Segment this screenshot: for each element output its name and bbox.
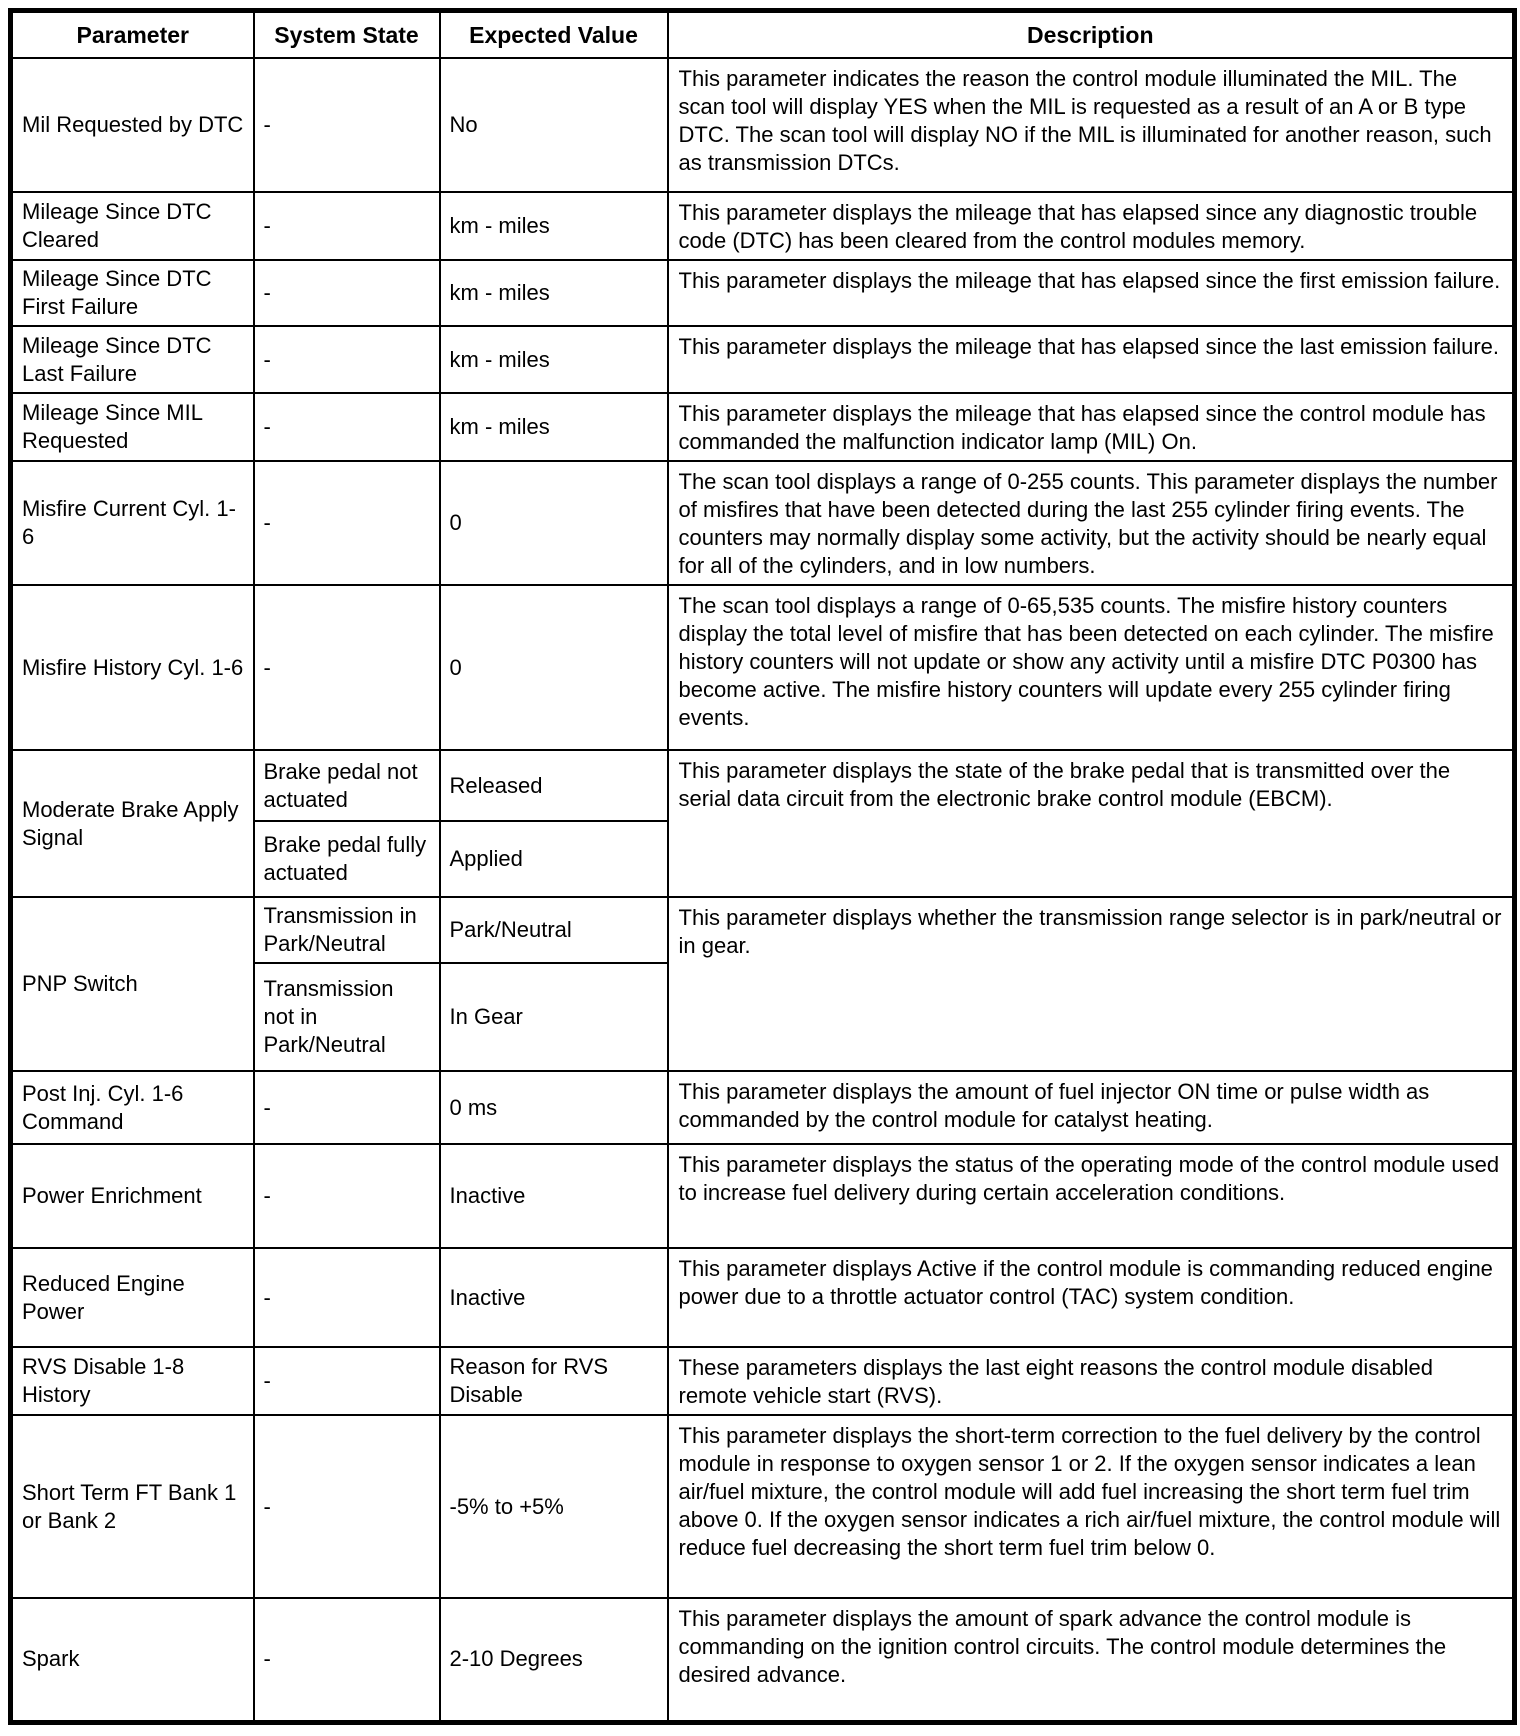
description-cell: This parameter displays whether the transmission range selector is in park/neutral or in gear. <box>668 897 1515 1071</box>
expected-value-cell: No <box>440 58 668 192</box>
table-body <box>11 58 1515 1722</box>
expected-value-cell: km - miles <box>440 260 668 326</box>
expected-value-cell: In Gear <box>440 963 668 1071</box>
expected-value-cell: Inactive <box>440 1144 668 1248</box>
description-cell: This parameter displays the status of the operating mode of the control module used to increase fuel delivery during certain acceleration conditions. <box>668 1144 1515 1248</box>
system-state-cell: - <box>254 1347 440 1415</box>
parameters-table <box>8 8 1517 1725</box>
system-state-cell: - <box>254 1248 440 1347</box>
table-row <box>11 461 1515 585</box>
parameter-cell: Misfire Current Cyl. 1-6 <box>11 461 254 585</box>
system-state-cell: - <box>254 1415 440 1598</box>
parameter-cell: Mil Requested by DTC <box>11 58 254 192</box>
system-state-cell: - <box>254 260 440 326</box>
description-cell: This parameter displays Active if the control module is commanding reduced engine power due to a throttle actuator control (TAC) system condition. <box>668 1248 1515 1347</box>
parameter-cell: Mileage Since DTC Cleared <box>11 192 254 260</box>
expected-value-cell: km - miles <box>440 393 668 461</box>
description-cell: The scan tool displays a range of 0-255 counts. This parameter displays the number of misfires that have been detected during the last 255 cylinder firing events. The counters may normally display some activity, but the activity should be nearly equal for all of the cylinders, and in low numbers. <box>668 461 1515 585</box>
expected-value-cell: 0 ms <box>440 1071 668 1144</box>
expected-value-cell: Reason for RVS Disable <box>440 1347 668 1415</box>
expected-value-cell: 2-10 Degrees <box>440 1598 668 1722</box>
system-state-cell: - <box>254 1144 440 1248</box>
parameter-cell: Mileage Since DTC First Failure <box>11 260 254 326</box>
parameter-cell: Post Inj. Cyl. 1-6 Command <box>11 1071 254 1144</box>
parameter-cell: Power Enrichment <box>11 1144 254 1248</box>
expected-value-cell: 0 <box>440 461 668 585</box>
column-header-system-state: System State <box>254 11 440 59</box>
description-cell: This parameter displays the mileage that has elapsed since the control module has commanded the malfunction indicator lamp (MIL) On. <box>668 393 1515 461</box>
description-cell: This parameter displays the state of the brake pedal that is transmitted over the serial data circuit from the electronic brake control module (EBCM). <box>668 750 1515 897</box>
system-state-cell: - <box>254 585 440 750</box>
system-state-cell: Brake pedal fully actuated <box>254 821 440 897</box>
expected-value-cell: Park/Neutral <box>440 897 668 963</box>
header-row <box>11 11 1515 59</box>
table-row <box>11 750 1515 821</box>
column-header-expected-value: Expected Value <box>440 11 668 59</box>
table-row <box>11 326 1515 393</box>
system-state-cell: Transmission not in Park/Neutral <box>254 963 440 1071</box>
expected-value-cell: -5% to +5% <box>440 1415 668 1598</box>
description-cell: This parameter indicates the reason the control module illuminated the MIL. The scan tool will display YES when the MIL is requested as a result of an A or B type DTC. The scan tool will display NO if the MIL is illuminated for another reason, such as transmission DTCs. <box>668 58 1515 192</box>
description-cell: The scan tool displays a range of 0-65,535 counts. The misfire history counters display the total level of misfire that has been detected on each cylinder. The misfire history counters will not update or show any activity until a misfire DTC P0300 has become active. The misfire history counters will update every 255 cylinder firing events. <box>668 585 1515 750</box>
table-row <box>11 1071 1515 1144</box>
expected-value-cell: 0 <box>440 585 668 750</box>
expected-value-cell: km - miles <box>440 192 668 260</box>
table-row <box>11 393 1515 461</box>
system-state-cell: - <box>254 393 440 461</box>
description-cell: This parameter displays the mileage that has elapsed since the first emission failure. <box>668 260 1515 326</box>
table-row <box>11 897 1515 963</box>
parameter-cell: PNP Switch <box>11 897 254 1071</box>
table-row <box>11 585 1515 750</box>
expected-value-cell: km - miles <box>440 326 668 393</box>
system-state-cell: - <box>254 1071 440 1144</box>
system-state-cell: Transmission in Park/Neutral <box>254 897 440 963</box>
parameter-cell: Short Term FT Bank 1 or Bank 2 <box>11 1415 254 1598</box>
parameter-cell: Misfire History Cyl. 1-6 <box>11 585 254 750</box>
parameter-cell: Moderate Brake Apply Signal <box>11 750 254 897</box>
parameter-cell: RVS Disable 1-8 History <box>11 1347 254 1415</box>
system-state-cell: - <box>254 58 440 192</box>
description-cell: This parameter displays the short-term correction to the fuel delivery by the control module in response to oxygen sensor 1 or 2. If the oxygen sensor indicates a lean air/fuel mixture, the control module will add fuel increasing the short term fuel trim above 0. If the oxygen sensor indicates a rich air/fuel mixture, the control module will reduce fuel decreasing the short term fuel trim below 0. <box>668 1415 1515 1598</box>
system-state-cell: Brake pedal not actuated <box>254 750 440 821</box>
table-row <box>11 1415 1515 1598</box>
table-header <box>11 11 1515 59</box>
parameter-cell: Mileage Since DTC Last Failure <box>11 326 254 393</box>
parameter-cell: Spark <box>11 1598 254 1722</box>
system-state-cell: - <box>254 192 440 260</box>
column-header-parameter: Parameter <box>11 11 254 59</box>
parameter-cell: Mileage Since MIL Requested <box>11 393 254 461</box>
system-state-cell: - <box>254 1598 440 1722</box>
column-header-description: Description <box>668 11 1515 59</box>
description-cell: This parameter displays the mileage that has elapsed since any diagnostic trouble code (DTC) has been cleared from the control modules memory. <box>668 192 1515 260</box>
table-row <box>11 1144 1515 1248</box>
description-cell: This parameter displays the mileage that has elapsed since the last emission failure. <box>668 326 1515 393</box>
table-row <box>11 1347 1515 1415</box>
expected-value-cell: Applied <box>440 821 668 897</box>
description-cell: This parameter displays the amount of fuel injector ON time or pulse width as commanded by the control module for catalyst heating. <box>668 1071 1515 1144</box>
expected-value-cell: Released <box>440 750 668 821</box>
table-row <box>11 192 1515 260</box>
parameter-cell: Reduced Engine Power <box>11 1248 254 1347</box>
system-state-cell: - <box>254 461 440 585</box>
system-state-cell: - <box>254 326 440 393</box>
table-row <box>11 58 1515 192</box>
table-row <box>11 260 1515 326</box>
description-cell: This parameter displays the amount of spark advance the control module is commanding on the ignition control circuits. The control module determines the desired advance. <box>668 1598 1515 1722</box>
table-row <box>11 1248 1515 1347</box>
description-cell: These parameters displays the last eight reasons the control module disabled remote vehicle start (RVS). <box>668 1347 1515 1415</box>
table-row <box>11 1598 1515 1722</box>
expected-value-cell: Inactive <box>440 1248 668 1347</box>
